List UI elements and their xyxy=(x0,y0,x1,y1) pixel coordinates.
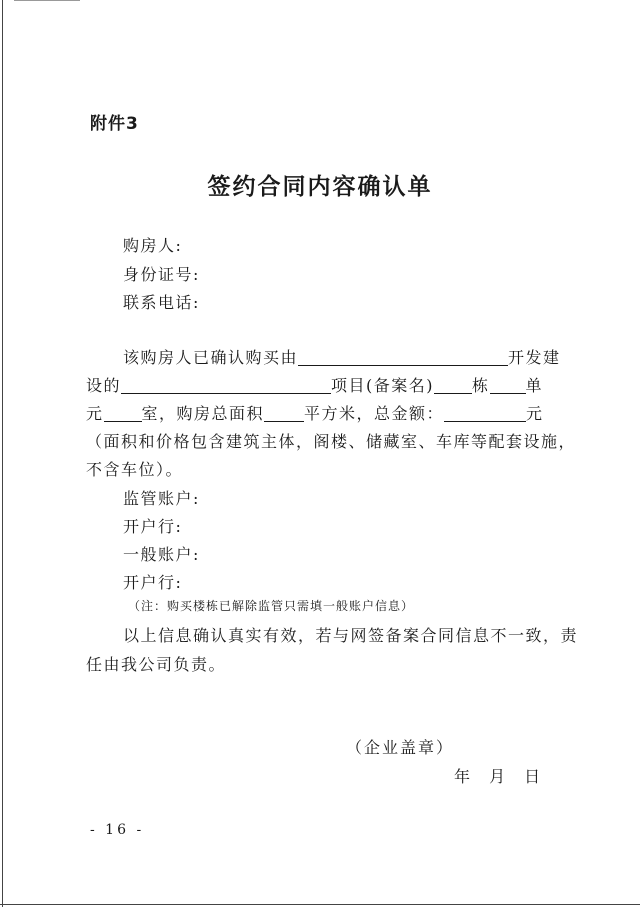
area-blank[interactable] xyxy=(264,404,304,422)
body-text: 单 xyxy=(525,376,544,395)
note-text: （注：购买楼栋已解除监管只需填一般账户信息） xyxy=(128,599,415,613)
body-text: 设的 xyxy=(86,376,122,395)
body-text: 该购房人已确认购买由 xyxy=(123,348,299,367)
developer-blank[interactable] xyxy=(298,348,508,366)
body-text: 栋 xyxy=(472,376,490,395)
body-line-3 xyxy=(86,401,544,424)
scan-edge-left xyxy=(2,0,3,907)
body-text: 室，购房总面积 xyxy=(141,404,265,423)
building-blank[interactable] xyxy=(490,376,526,394)
supervision-account-label: 监管账户: xyxy=(123,489,200,508)
body-text: 开发建 xyxy=(508,348,561,367)
body-line-5: 不含车位）。 xyxy=(86,460,184,479)
unit-room-blank[interactable] xyxy=(104,404,142,422)
page-number: - 16 - xyxy=(90,822,145,838)
body-line-4: （面积和价格包含建筑主体，阁楼、储藏室、车库等配套设施， xyxy=(86,432,577,451)
body-line-2 xyxy=(86,373,543,396)
phone-label: 联系电话: xyxy=(123,293,200,312)
attachment-label: 附件3 xyxy=(90,114,139,134)
statement-line-2: 任由我公司负责。 xyxy=(86,655,227,674)
statement-line-1: 以上信息确认真实有效，若与网签备案合同信息不一致，责 xyxy=(123,626,579,645)
bank-label-2: 开户行: xyxy=(123,573,183,592)
total-amount-blank[interactable] xyxy=(444,404,526,422)
buyer-label: 购房人: xyxy=(123,236,183,255)
body-text: 元 xyxy=(86,404,104,423)
body-text: 元 xyxy=(526,404,544,423)
body-text: 项目(备案名) xyxy=(331,376,435,395)
body-text: 平方米，总金额： xyxy=(304,404,445,423)
scan-edge-bottom xyxy=(0,904,640,905)
scan-edge-top xyxy=(14,0,80,1)
general-account-label: 一般账户: xyxy=(123,545,200,564)
project-blank[interactable] xyxy=(121,376,331,394)
filing-name-blank[interactable] xyxy=(434,376,472,394)
date-label: 年 月 日 xyxy=(454,767,541,786)
document-title: 签约合同内容确认单 xyxy=(207,173,433,200)
company-seal-label: （企业盖章） xyxy=(346,738,455,757)
id-number-label: 身份证号: xyxy=(123,265,200,284)
bank-label-1: 开户行: xyxy=(123,517,183,536)
body-line-1 xyxy=(123,345,561,368)
